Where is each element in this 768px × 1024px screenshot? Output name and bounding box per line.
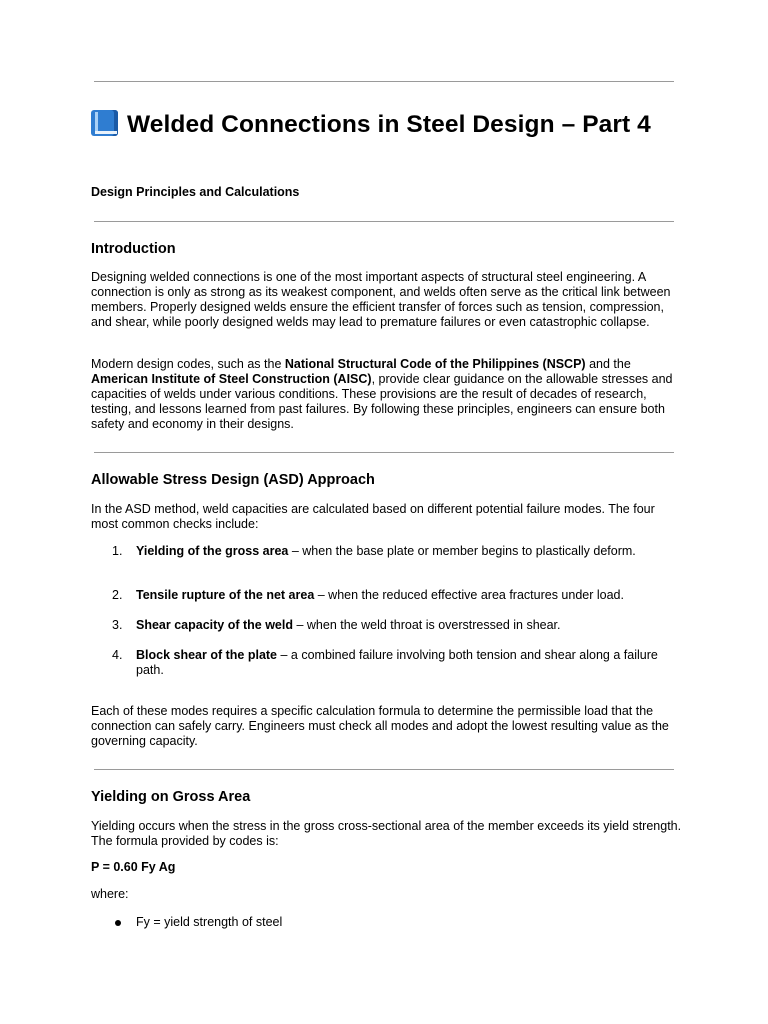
yielding-paragraph: Yielding occurs when the stress in the gross cross-sectional area of the member exceeds its yield strength. The formula provided by codes is:	[91, 819, 682, 848]
list-number: 1.	[112, 544, 123, 558]
list-item-text: – when the base plate or member begins to plastically deform.	[288, 544, 636, 558]
list-item-text: – when the reduced effective area fractures under load.	[314, 588, 624, 602]
section-heading-introduction: Introduction	[91, 241, 176, 257]
intro-paragraph-2	[91, 357, 683, 432]
list-number: 3.	[112, 618, 123, 632]
list-item	[112, 544, 682, 559]
where-label: where:	[91, 887, 129, 901]
divider	[94, 769, 674, 770]
text-run: and the	[585, 357, 631, 371]
yielding-formula: P = 0.60 Fy Ag	[91, 860, 176, 874]
bold-text-aisc: American Institute of Steel Construction (AISC)	[91, 372, 372, 386]
list-item-bold: Yielding of the gross area	[136, 544, 289, 558]
list-item-text: – when the weld throat is overstressed in shear.	[293, 618, 561, 632]
section-heading-yielding: Yielding on Gross Area	[91, 789, 251, 805]
list-item	[112, 618, 682, 633]
asd-paragraph-1: In the ASD method, weld capacities are calculated based on different potential failure modes. The four most common checks include:	[91, 502, 655, 531]
text-run: , provide clear guidance on the allowable stresses and capacities of welds under various conditions. These provisions are the result of decades of research, testing, and lessons learned from past failures. By following these principles, engineers can ensure both safety and economy in their designs.	[91, 372, 673, 431]
section-heading-asd: Allowable Stress Design (ASD) Approach	[91, 472, 375, 488]
asd-paragraph-2: Each of these modes requires a specific calculation formula to determine the permissible load that the connection can safely carry. Engineers must check all modes and adopt the lowest resulting value as the governing capacity.	[91, 704, 669, 748]
divider	[94, 81, 674, 82]
divider	[94, 452, 674, 453]
intro-paragraph-1: Designing welded connections is one of the most important aspects of structural steel engineering. A connection is only as strong as its weakest component, and welds often serve as the critical link between members. Properly designed welds ensure the efficient transfer of forces such as tension, compression, and shear, while poorly designed welds may lead to premature failures or even catastrophic collapse.	[91, 270, 671, 329]
list-item	[112, 648, 682, 678]
bullet-item	[115, 915, 282, 929]
list-item-text: – a combined failure involving both tension and shear along a failure path.	[136, 648, 658, 677]
list-number: 2.	[112, 588, 123, 602]
divider	[94, 221, 674, 222]
bullet-text: Fy = yield strength of steel	[136, 915, 283, 929]
list-item-bold: Shear capacity of the weld	[136, 618, 293, 632]
list-number: 4.	[112, 648, 123, 662]
list-item	[112, 588, 682, 603]
bullet-dot-icon	[115, 920, 121, 926]
page-subtitle: Design Principles and Calculations	[91, 185, 300, 199]
page-title	[91, 109, 691, 140]
bold-text-nscp: National Structural Code of the Philippines (NSCP)	[284, 357, 586, 371]
blue-book-icon	[91, 110, 118, 136]
page-title-text: Welded Connections in Steel Design – Part 4	[127, 111, 651, 138]
text-run: Modern design codes, such as the	[91, 357, 285, 371]
list-item-bold: Tensile rupture of the net area	[136, 588, 315, 602]
list-item-bold: Block shear of the plate	[136, 648, 278, 662]
